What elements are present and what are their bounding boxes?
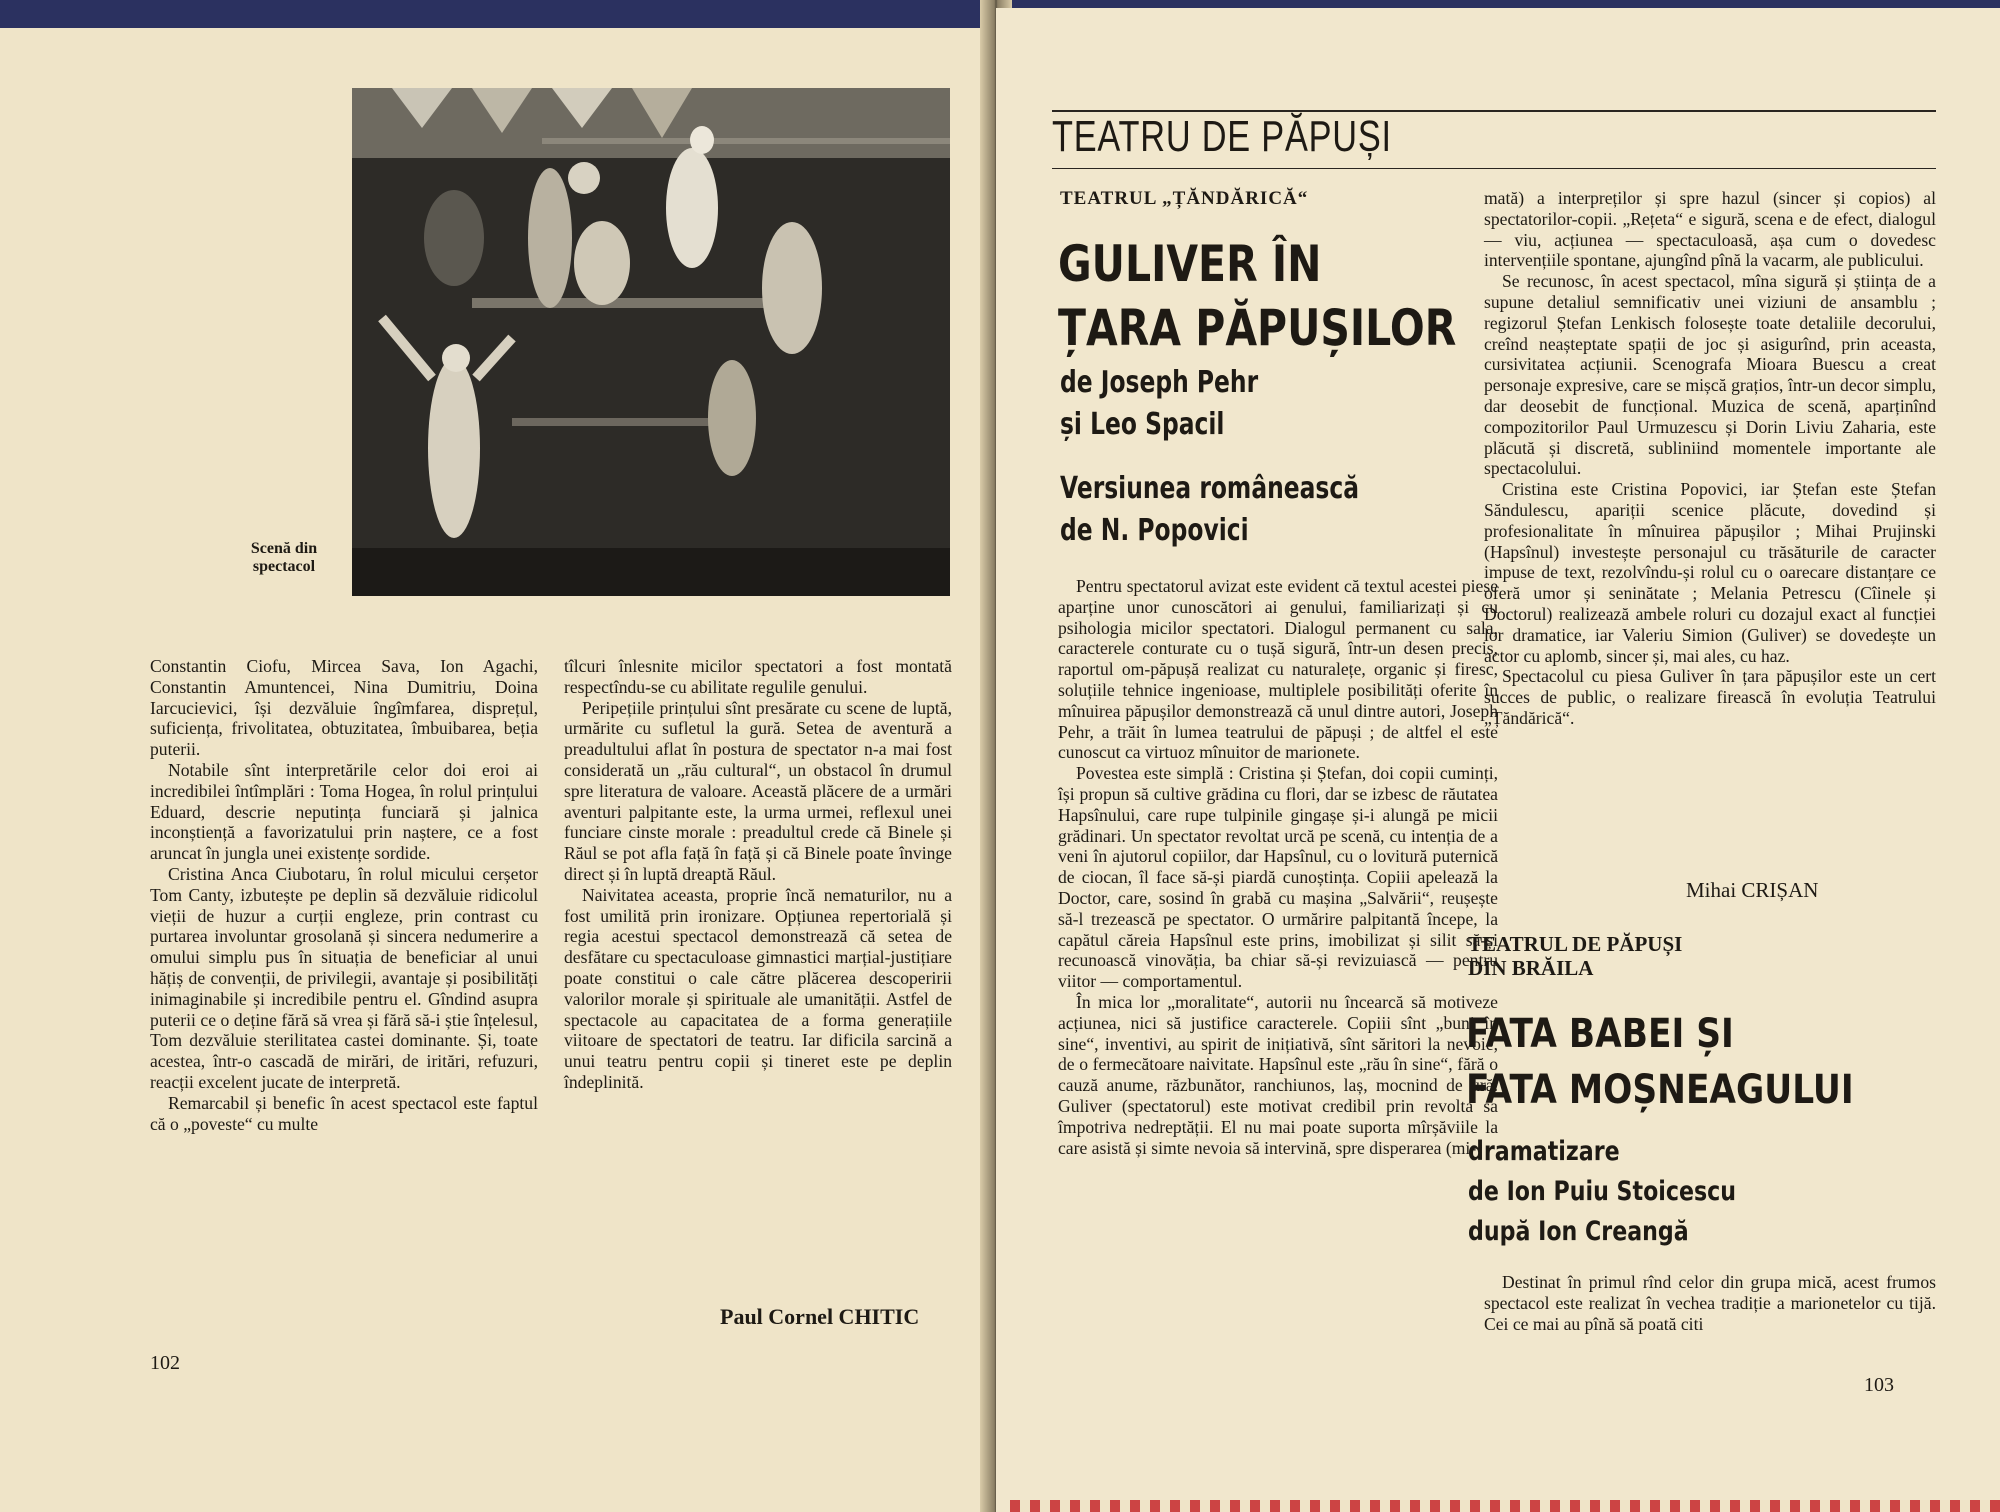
authors-line: și Leo Spacil bbox=[1060, 407, 1225, 442]
paragraph: Naivitatea aceasta, proprie încă nematurilor, nu a fost umilită prin ironizare. Opțiunea repertorială și regia acestui spectacol demonstrează că setea de desfătare cu spectaculoase gimnastici marțial-justițiare poate constitui o cale către plăcerea descoperirii valorilor morale și spirituale ale umanității. Astfel de spectacole au capacitatea de a forma generațiile viitoare de spectatori de teatru. Iar dificila sarcină a unui teatru pentru copii și tineret este pe deplin îndeplinită. bbox=[564, 884, 952, 1092]
author-signature: Paul Cornel CHITIC bbox=[720, 1304, 920, 1329]
left-text-column-2 bbox=[564, 656, 952, 1093]
paragraph: Destinat în primul rînd celor din grupa mică, acest frumos spectacol este realizat în vechea tradiție a marionetelor cu tijă. Cei ce mai au pînă să poată citi bbox=[1484, 1272, 1936, 1334]
page-number: 102 bbox=[150, 1352, 180, 1374]
right-page bbox=[996, 8, 2000, 1512]
paragraph: tîlcuri înlesnite micilor spectatori a fost montată respectîndu-se cu abilitate regulile genului. bbox=[564, 656, 952, 697]
scene-photo bbox=[352, 88, 950, 596]
paragraph: Povestea este simplă : Cristina și Ștefan, doi copii cuminți, își propun să cultive grădina cu flori, dar se izbesc de răutatea Hapsînului, care rupe tulpinile gingașe și-i alungă pe micii grădinari. Un spectator revoltat urcă pe scenă, cu intenția de a veni în ajutorul copiilor, dar Hapsînul, cu o lovitură puternică de ciocan, îl face să-și piardă cunoștința. Copiii apelează la Doctor, care, sosind în grabă cu mașina „Salvării“, reușește să-l trezească pe spectator. O urmărire palpitantă începe, la capătul căreia Hapsînul este prins, imobilizat și silit să-și recunoască vinovăția, ba chiar să-și revizuiască — pentru viitor — comportamentul. bbox=[1058, 763, 1498, 992]
version-line: Versiunea românească bbox=[1060, 471, 1360, 506]
theatre-name bbox=[1468, 932, 1682, 980]
right-text-column-1 bbox=[1058, 576, 1498, 1158]
adaptation-line: dramatizare bbox=[1468, 1136, 1620, 1167]
book-headband bbox=[1010, 1500, 2000, 1512]
scene-photo-illustration bbox=[352, 88, 950, 596]
play-authors bbox=[1060, 362, 1258, 446]
play-title-line: GULIVER ÎN bbox=[1058, 235, 1322, 293]
paragraph: Pentru spectatorul avizat este evident că textul acestei piese aparține unor cunoscători ai genului, familiarizați și cu psihologia micilor spectatori. Dialogul permanent cu sala, caracterele conturate cu o tușă sigură, într-un desen precis, raportul om-păpușă realizat cu naturalețe, organic și firesc, soluțiile tehnice ingenioase, multiplele posibilități oferite în mînuirea păpușilor demonstrează că unul dintre autori, Joseph Pehr, a trăit în lumea teatrului de păpuși ; de altfel el este cunoscut ca virtuoz mînuitor de marionete. bbox=[1058, 576, 1498, 763]
photo-caption: Scenă din spectacol bbox=[250, 540, 318, 575]
section-rule bbox=[1052, 168, 1936, 169]
author-signature: Mihai CRIȘAN bbox=[1686, 878, 1819, 902]
paragraph: Cristina Anca Ciubotaru, în rolul micului cerșetor Tom Canty, izbutește pe deplin să dezvăluie ridicolul vieții de huzur a curții engleze, prin contrast cu purtarea involuntar grosolană și sincera nedumerire a omului simplu pus în situația de beneficiar al unui hățiș de convenții, de privilegii, avantaje și posibilități inimaginabile și incredibile pentru el. Gîndind asupra puterii ce o deține fără să vrea și fără să-i știe înțelesul, Tom dezvăluie sterilitatea castei dominante. Și, toate acestea, într-o cascadă de mirări, de iritări, refuzuri, reacții excelent jucate de interpretă. bbox=[150, 863, 538, 1092]
adaptation-line: după Ion Creangă bbox=[1468, 1216, 1689, 1247]
play-title-line: ȚARA PĂPUȘILOR bbox=[1058, 299, 1457, 357]
theatre-name: TEATRUL „ȚĂNDĂRICĂ“ bbox=[1060, 188, 1309, 209]
section-title: TEATRU DE PĂPUȘI bbox=[1052, 112, 1392, 161]
paragraph: Cristina este Cristina Popovici, iar Ștefan este Ștefan Săndulescu, apariții scenice plăcute, dovedind și profesionalitate în mînuirea păpușilor ; Mihai Prujinski (Hapsînul) investește personajul cu trăsăturile de caracter impuse de text, rezolvîndu-și rolul cu o oarecare distanțare ce oferă umor și seninătate ; Melania Petrescu (Cîinele și Doctorul) realizează ambele roluri cu dozajul exact al funcției lor dramatice, iar Valeriu Simion (Guliver) se dovedește un actor cu aplomb, sincer și, mai ales, cu haz. bbox=[1484, 479, 1936, 666]
version-line: de N. Popovici bbox=[1060, 513, 1249, 548]
play-title bbox=[1466, 1006, 1854, 1118]
play-title-line: FATA MOȘNEAGULUI bbox=[1466, 1067, 1854, 1113]
paragraph: Constantin Ciofu, Mircea Sava, Ion Agachi, Constantin Amuntencei, Nina Dumitriu, Doina Iarcucievici, își dezvăluie îngîmfarea, disprețul, suficiența, frivolitatea, obtuzitatea, îmbuibarea, bețiа puterii. bbox=[150, 656, 538, 760]
right-text-column-3 bbox=[1484, 1272, 1936, 1334]
paragraph: Notabile sînt interpretările celor doi eroi ai incredibilei întîmplări : Toma Hogea, în rolul prințului Eduard, descrie neputința funciară și jalnica inconștiență a favorizatului prin naștere, ce a fost aruncat în jungla unei existențe sordide. bbox=[150, 759, 538, 864]
right-text-column-2 bbox=[1484, 188, 1936, 729]
left-page bbox=[0, 28, 990, 1512]
authors-line: de Joseph Pehr bbox=[1060, 365, 1259, 400]
play-title-line: FATA BABEI ȘI bbox=[1466, 1011, 1734, 1057]
paragraph: În mica lor „moralitate“, autorii nu încearcă să motiveze acțiunea, nici să justifice caracterele. Copiii sînt „buni în sine“, inventivi, au spirit de inițiativă, sînt săritori la nevoie, de o fermecătoare naivitate. Hapsînul este „rău în sine“, fără o cauză anume, răzbunător, ranchiunos, laș, mocnind de ură. Guliver (spectatorul) este motivat credibil prin revolta sa împotriva nedreptății. El nu mai poate suporta mîrșăviile la care asistă și simte nevoia să intervină, spre disperarea (mi- bbox=[1058, 991, 1498, 1158]
play-title bbox=[1058, 232, 1456, 360]
play-adaptation bbox=[1468, 1132, 1736, 1252]
left-text-column-1 bbox=[150, 656, 538, 1134]
paragraph: mată) a interpreților și spre hazul (sincer și copios) al spectatorilor-copii. „Rețeta“ e sigură, scena e de efect, dialogul — viu, acțiunea — spectaculoasă, așa cum o dovedesc intervențiile spontane, ajungînd pînă la vacarm, ale publicului. bbox=[1484, 188, 1936, 271]
theatre-name-line: DIN BRĂILA bbox=[1468, 956, 1594, 980]
paragraph: Remarcabil și benefic în acest spectacol este faptul că o „poveste“ cu multe bbox=[150, 1092, 538, 1134]
page-number: 103 bbox=[1864, 1374, 1894, 1396]
adaptation-line: de Ion Puiu Stoicescu bbox=[1468, 1176, 1737, 1207]
paragraph: Peripețiile prințului sînt presărate cu scene de luptă, urmărite cu sufletul la gură. Setea de aventură a preadultului aflat în postura de spectator n-a mai fost considerată un „rău cultural“, un obstacol în drumul spre literatura de valoare. Această plăcere de a urmări aventuri palpitante este, la urma urmei, reflexul unei funciare cinste morale : preadultul crede că Binele și Răul se pot afla față în față și că Binele poate învinge direct și în luptă dreaptă Răul. bbox=[564, 697, 952, 884]
paragraph: Spectacolul cu piesa Guliver în țara păpușilor este un cert succes de public, o realizare firească în evoluția Teatrului „Țăndărică“. bbox=[1484, 666, 1936, 728]
theatre-name-line: TEATRUL DE PĂPUȘI bbox=[1468, 932, 1683, 956]
paragraph: Se recunosc, în acest spectacol, mîna sigură și știința de a supune detaliul semnificativ unei viziuni de ansamblu ; regizorul Ștefan Lenkisch folosește toate detaliile decorului, creînd neașteptate spații de joc și asigurînd, prin aceasta, cursivitatea acțiunii. Scenografa Mioara Buescu a creat personaje expresive, care se mișcă grațios, într-un decor simplu, dar deosebit de funcțional. Muzica de scenă, aparținînd compozitorilor Paul Urmuzescu și Dorin Liviu Zaharia, este plăcută și discretă, subliniind momentele importante ale spectacolului. bbox=[1484, 271, 1936, 479]
play-version bbox=[1060, 468, 1359, 552]
